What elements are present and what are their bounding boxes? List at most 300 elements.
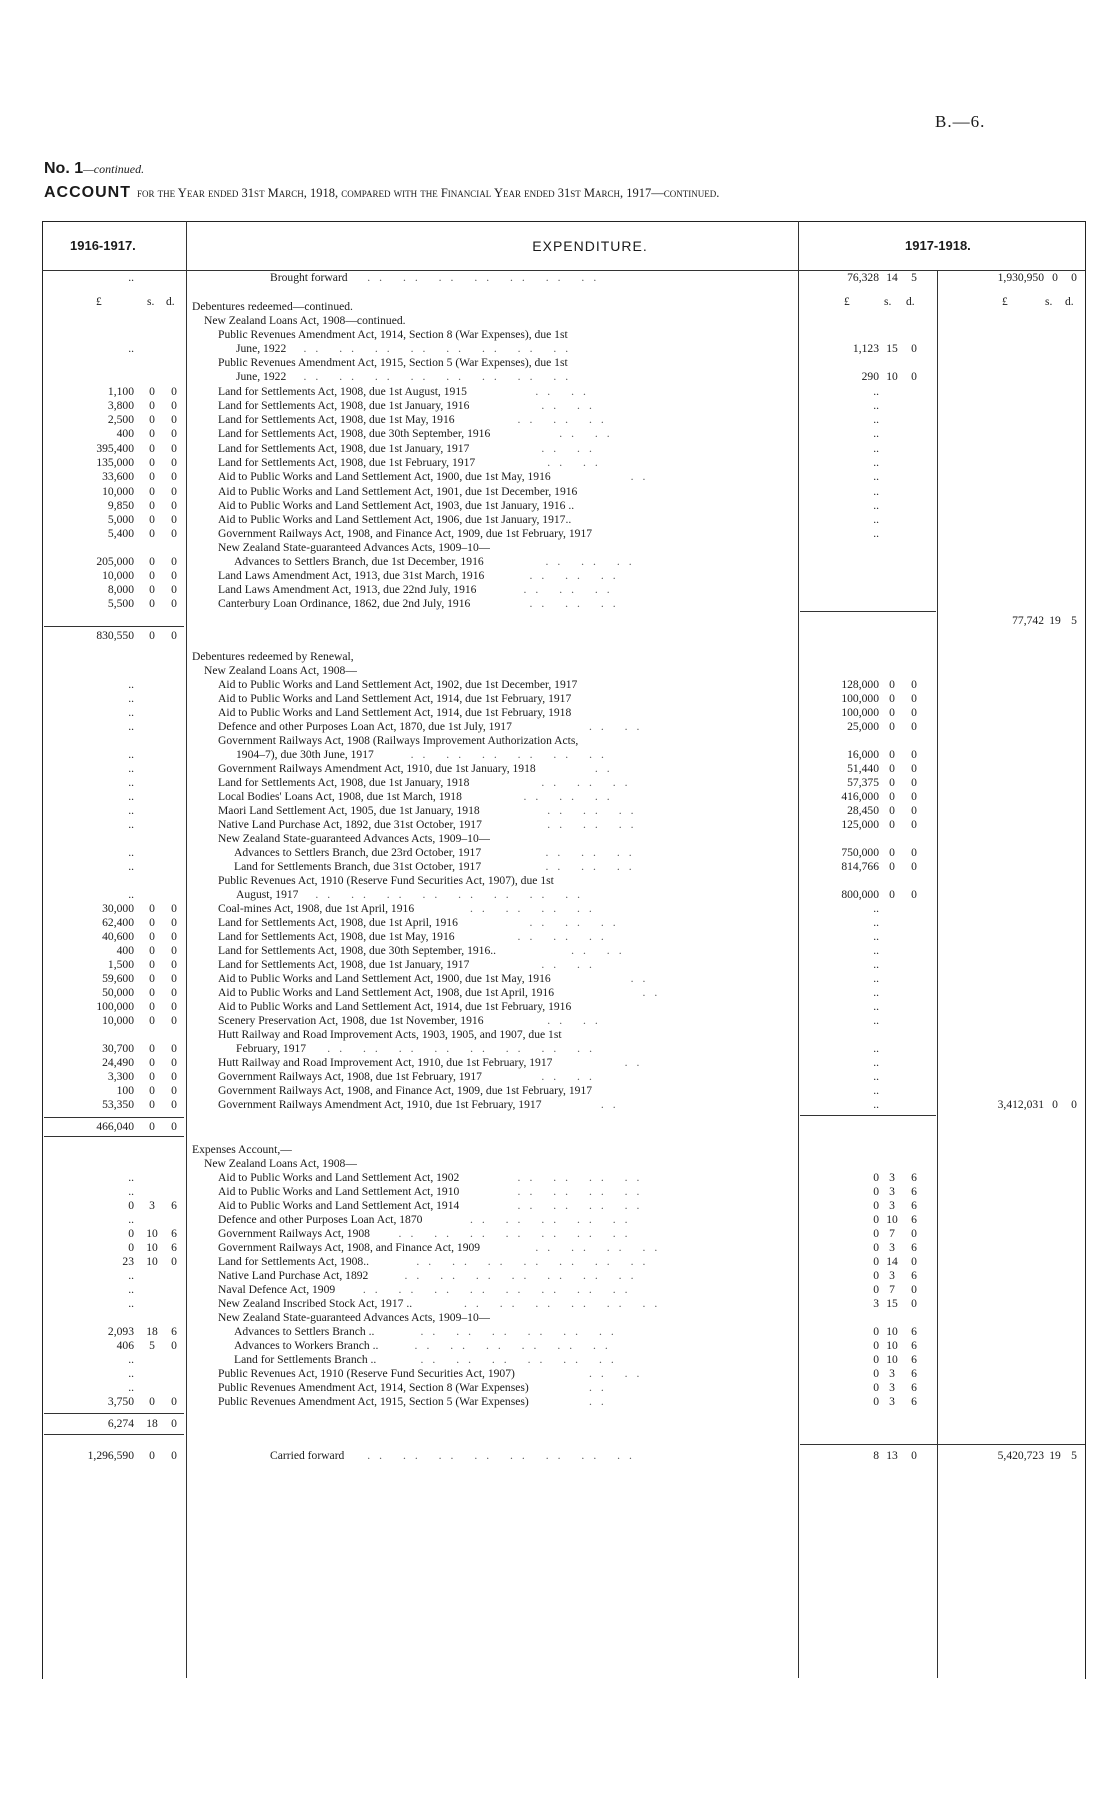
prior-year-pounds: 135,000 xyxy=(96,456,134,469)
prior-year-shillings: 0 xyxy=(149,1120,155,1133)
table-row xyxy=(42,775,1084,790)
prior-year-pounds: 100,000 xyxy=(96,1000,134,1013)
prior-year-pounds: 10,000 xyxy=(102,1014,134,1027)
prior-year-pounds: .. xyxy=(128,1269,134,1282)
prior-year-pounds: 5,400 xyxy=(107,527,134,540)
item-description: Aid to Public Works and Land Settlement Act, 1902, due 1st December, 1917 xyxy=(218,678,578,691)
detail-pounds: .. xyxy=(873,916,879,929)
item-description: Aid to Public Works and Land Settlement Act, 1901, due 1st December, 1916 xyxy=(218,485,578,498)
detail-shillings: 3 xyxy=(889,1241,895,1254)
detail-pence: 0 xyxy=(911,678,917,691)
table-row xyxy=(42,540,1084,555)
table-row xyxy=(42,845,1084,860)
item-description: Public Revenues Amendment Act, 1914, Section 8 (War Expenses), due 1st xyxy=(218,328,568,341)
prior-year-pounds: .. xyxy=(128,692,134,705)
detail-shillings: 7 xyxy=(889,1227,895,1240)
detail-pence: 6 xyxy=(911,1241,917,1254)
item-description: Land for Settlements Act, 1908, due 1st April, 1916 xyxy=(218,916,458,929)
item-description: Scenery Preservation Act, 1908, due 1st November, 1916 xyxy=(218,1014,484,1027)
prior-year-pence: 6 xyxy=(171,1241,177,1254)
total-pence: 0 xyxy=(1071,271,1077,284)
detail-pence: 0 xyxy=(911,790,917,803)
item-description: Land for Settlements Act, 1908, due 1st January, 1917 xyxy=(218,442,470,455)
detail-shillings: 0 xyxy=(889,790,895,803)
item-description: Land Laws Amendment Act, 1913, due 31st March, 1916 xyxy=(218,569,485,582)
table-row xyxy=(42,1352,1084,1367)
leader-dots: .. .. .. .. .. .. xyxy=(420,1325,623,1338)
table-row xyxy=(42,341,1084,356)
table-row xyxy=(42,628,1084,643)
detail-pounds: .. xyxy=(873,902,879,915)
table-row xyxy=(42,313,1084,328)
detail-pence: 0 xyxy=(911,762,917,775)
detail-pounds: .. xyxy=(873,513,879,526)
prior-year-pounds: .. xyxy=(128,776,134,789)
table-row xyxy=(42,398,1084,413)
detail-pounds: .. xyxy=(873,986,879,999)
detail-pounds: .. xyxy=(873,1098,879,1111)
detail-shillings: 0 xyxy=(889,804,895,817)
unit-pound-detail: £ xyxy=(844,296,850,308)
prior-year-shillings: 3 xyxy=(149,1199,155,1212)
item-description: Carried forward xyxy=(270,1449,345,1462)
prior-year-pounds: 62,400 xyxy=(102,916,134,929)
prior-year-pence: 0 xyxy=(171,1000,177,1013)
table-row xyxy=(42,747,1084,762)
detail-pounds: .. xyxy=(873,527,879,540)
item-description: Public Revenues Act, 1910 (Reserve Fund Securities Act, 1907) xyxy=(218,1367,515,1380)
item-description: New Zealand Loans Act, 1908— xyxy=(204,1157,357,1170)
item-description: August, 1917 xyxy=(236,888,299,901)
detail-shillings: 10 xyxy=(886,1339,898,1352)
item-description: Hutt Railway and Road Improvement Acts, 1903, 1905, and 1907, due 1st xyxy=(218,1028,562,1041)
prior-year-pounds: 0 xyxy=(128,1199,134,1212)
leader-dots: .. .. .. .. .. .. .. .. xyxy=(315,888,590,901)
leader-dots: .. .. .. .. .. .. .. xyxy=(367,271,606,284)
table-row xyxy=(42,929,1084,944)
leader-dots: .. .. .. xyxy=(547,804,643,817)
leader-dots: .. .. .. xyxy=(517,413,613,426)
total-pounds: 5,420,723 xyxy=(997,1449,1044,1462)
detail-pounds: 0 xyxy=(873,1325,879,1338)
table-row xyxy=(42,677,1084,692)
table-row xyxy=(42,426,1084,441)
prior-year-pence: 0 xyxy=(171,597,177,610)
leader-dots: .. .. .. xyxy=(547,818,643,831)
detail-pounds: .. xyxy=(873,972,879,985)
table-row xyxy=(42,512,1084,527)
detail-shillings: 0 xyxy=(889,762,895,775)
prior-year-shillings: 0 xyxy=(149,442,155,455)
item-description: Government Railways Act, 1908 (Railways Improvement Authorization Acts, xyxy=(218,734,579,747)
item-description: New Zealand State-guaranteed Advances Acts, 1909–10— xyxy=(218,832,491,845)
detail-pounds: 100,000 xyxy=(841,692,879,705)
table-row xyxy=(42,957,1084,972)
prior-year-pence: 0 xyxy=(171,1098,177,1111)
item-description: Government Railways Amendment Act, 1910, due 1st February, 1917 xyxy=(218,1098,542,1111)
item-description: Canterbury Loan Ordinance, 1862, due 2nd July, 1916 xyxy=(218,597,471,610)
item-description: Land Laws Amendment Act, 1913, due 22nd July, 1916 xyxy=(218,583,477,596)
prior-year-pounds: .. xyxy=(128,1367,134,1380)
prior-year-pounds: .. xyxy=(128,860,134,873)
detail-pounds: 0 xyxy=(873,1283,879,1296)
detail-pence: 6 xyxy=(911,1381,917,1394)
leader-dots: .. .. .. xyxy=(545,555,641,568)
detail-pence: 0 xyxy=(911,1227,917,1240)
prior-year-pence: 0 xyxy=(171,399,177,412)
prior-year-shillings: 0 xyxy=(149,902,155,915)
table-row xyxy=(42,1055,1084,1070)
detail-pounds: 8 xyxy=(873,1449,879,1462)
table-row xyxy=(42,412,1084,427)
leader-dots: .. .. xyxy=(541,442,601,455)
detail-pounds: 800,000 xyxy=(841,888,879,901)
prior-year-pounds: .. xyxy=(128,846,134,859)
leader-dots: .. .. .. .. .. .. .. .. xyxy=(367,1449,641,1462)
leader-dots: .. xyxy=(588,1381,613,1394)
prior-year-shillings: 0 xyxy=(149,930,155,943)
prior-year-shillings: 10 xyxy=(146,1227,158,1240)
prior-year-shillings: 18 xyxy=(146,1325,158,1338)
prior-year-pounds: .. xyxy=(128,1283,134,1296)
table-row xyxy=(42,369,1084,384)
detail-pounds: 0 xyxy=(873,1171,879,1184)
detail-pounds: 416,000 xyxy=(841,790,879,803)
table-row xyxy=(42,526,1084,541)
table-row xyxy=(42,859,1084,874)
prior-year-shillings: 0 xyxy=(149,1098,155,1111)
table-row xyxy=(42,733,1084,748)
prior-year-shillings: 0 xyxy=(149,499,155,512)
detail-pounds: 814,766 xyxy=(841,860,879,873)
detail-shillings: 15 xyxy=(886,1297,898,1310)
prior-year-pence: 0 xyxy=(171,583,177,596)
table-row xyxy=(42,1027,1084,1042)
leader-dots: .. .. .. .. xyxy=(517,1199,649,1212)
table-row xyxy=(42,1394,1084,1409)
table-row xyxy=(42,1041,1084,1056)
detail-pence: 6 xyxy=(911,1395,917,1408)
detail-shillings: 10 xyxy=(886,370,898,383)
detail-shillings: 0 xyxy=(889,846,895,859)
table-row xyxy=(42,915,1084,930)
unit-pence-prior: d. xyxy=(166,296,175,308)
item-description: Expenses Account,— xyxy=(192,1143,292,1156)
detail-pence: 6 xyxy=(911,1367,917,1380)
table-row xyxy=(42,1226,1084,1241)
account-subtitle: for the Year ended 31st March, 1918, compared with the Financial Year ended 31st March, 1917—continued. xyxy=(137,186,720,200)
table-row xyxy=(42,568,1084,583)
detail-shillings: 0 xyxy=(889,720,895,733)
prior-year-pounds: 830,550 xyxy=(96,629,134,642)
subtotal-rule-prior-2b xyxy=(44,1136,184,1137)
leader-dots: .. .. .. xyxy=(517,930,613,943)
leader-dots: .. .. xyxy=(541,958,601,971)
prior-year-shillings: 18 xyxy=(146,1417,158,1430)
prior-year-shillings: 0 xyxy=(149,916,155,929)
table-row xyxy=(42,1366,1084,1381)
item-description: Government Railways Act, 1908, and Finance Act, 1909 xyxy=(218,1241,481,1254)
leader-dots: .. .. .. xyxy=(529,597,625,610)
table-row xyxy=(42,613,1084,628)
detail-shillings: 3 xyxy=(889,1269,895,1282)
table-row xyxy=(42,554,1084,569)
prior-year-pounds: 466,040 xyxy=(96,1120,134,1133)
item-description: Advances to Settlers Branch, due 23rd October, 1917 xyxy=(234,846,482,859)
prior-year-pounds: .. xyxy=(128,804,134,817)
prior-year-shillings: 0 xyxy=(149,485,155,498)
prior-year-pounds: 6,274 xyxy=(107,1417,134,1430)
prior-year-pounds: 406 xyxy=(116,1339,134,1352)
prior-year-pence: 0 xyxy=(171,413,177,426)
prior-year-pence: 6 xyxy=(171,1199,177,1212)
prior-year-pence: 0 xyxy=(171,427,177,440)
item-description: New Zealand Loans Act, 1908—continued. xyxy=(204,314,406,327)
prior-year-pounds: 400 xyxy=(116,427,134,440)
prior-year-pence: 0 xyxy=(171,944,177,957)
item-description: Debentures redeemed by Renewal, xyxy=(192,650,354,663)
table-number xyxy=(44,160,144,178)
leader-dots: .. .. .. .. .. .. xyxy=(420,1353,623,1366)
total-shillings: 0 xyxy=(1052,271,1058,284)
table-row xyxy=(42,971,1084,986)
prior-year-pence: 0 xyxy=(171,1120,177,1133)
prior-year-shillings: 0 xyxy=(149,1000,155,1013)
total-pence: 0 xyxy=(1071,1098,1077,1111)
prior-year-pounds: 8,000 xyxy=(107,583,134,596)
detail-pence: 0 xyxy=(911,860,917,873)
item-description: Aid to Public Works and Land Settlement Act, 1900, due 1st May, 1916 xyxy=(218,470,551,483)
prior-year-shillings: 0 xyxy=(149,569,155,582)
detail-shillings: 10 xyxy=(886,1325,898,1338)
item-description: Land for Settlements Act, 1908, due 1st May, 1916 xyxy=(218,930,455,943)
prior-year-pence: 0 xyxy=(171,930,177,943)
leader-dots: .. .. .. .. .. .. .. xyxy=(398,1227,637,1240)
item-description: Land for Settlements Branch, due 31st October, 1917 xyxy=(234,860,482,873)
table-row xyxy=(42,1013,1084,1028)
detail-shillings: 3 xyxy=(889,1395,895,1408)
detail-pounds: 0 xyxy=(873,1339,879,1352)
detail-pounds: .. xyxy=(873,456,879,469)
prior-year-pounds: 30,000 xyxy=(102,902,134,915)
table-row xyxy=(42,299,1084,314)
item-description: Maori Land Settlement Act, 1905, due 1st January, 1918 xyxy=(218,804,480,817)
prior-year-shillings: 0 xyxy=(149,583,155,596)
item-description: Government Railways Amendment Act, 1910, due 1st January, 1918 xyxy=(218,762,536,775)
detail-pounds: 100,000 xyxy=(841,706,879,719)
item-description: Government Railways Act, 1908 xyxy=(218,1227,370,1240)
prior-year-pence: 0 xyxy=(171,1395,177,1408)
detail-pence: 0 xyxy=(911,342,917,355)
total-pence: 5 xyxy=(1071,614,1077,627)
total-pounds: 77,742 xyxy=(1012,614,1044,627)
column-heading-1916-1917: 1916-1917. xyxy=(70,238,136,253)
prior-year-pounds: 3,300 xyxy=(107,1070,134,1083)
column-heading-1917-1918: 1917-1918. xyxy=(905,238,971,253)
total-pounds: 3,412,031 xyxy=(997,1098,1044,1111)
leader-dots: .. .. .. xyxy=(523,583,619,596)
prior-year-shillings: 0 xyxy=(149,629,155,642)
prior-year-shillings: 0 xyxy=(149,1014,155,1027)
prior-year-shillings: 0 xyxy=(149,944,155,957)
prior-year-pounds: 1,100 xyxy=(107,385,134,398)
item-description: Land for Settlements Act, 1908, due 1st August, 1915 xyxy=(218,385,467,398)
prior-year-pence: 0 xyxy=(171,1056,177,1069)
table-row xyxy=(42,789,1084,804)
prior-year-shillings: 0 xyxy=(149,385,155,398)
prior-year-shillings: 0 xyxy=(149,1056,155,1069)
leader-dots: .. .. .. .. .. .. .. .. xyxy=(327,1042,601,1055)
leader-dots: .. .. .. xyxy=(541,776,637,789)
leader-dots: .. .. .. .. .. xyxy=(469,1213,637,1226)
detail-pounds: 1,123 xyxy=(852,342,879,355)
prior-year-shillings: 0 xyxy=(149,986,155,999)
detail-pence: 0 xyxy=(911,888,917,901)
detail-pence: 0 xyxy=(911,1255,917,1268)
table-row xyxy=(42,873,1084,888)
table-row xyxy=(42,1338,1084,1353)
leader-dots: .. .. xyxy=(535,385,595,398)
table-row xyxy=(42,1069,1084,1084)
prior-year-pounds: .. xyxy=(128,678,134,691)
item-description: June, 1922 xyxy=(236,342,287,355)
table-number-label: No. 1 xyxy=(44,160,84,177)
prior-year-pounds: .. xyxy=(128,818,134,831)
detail-pounds: 750,000 xyxy=(841,846,879,859)
prior-year-pounds: 10,000 xyxy=(102,485,134,498)
detail-shillings: 0 xyxy=(889,748,895,761)
leader-dots: .. xyxy=(588,1395,613,1408)
item-description: Advances to Settlers Branch, due 1st December, 1916 xyxy=(234,555,484,568)
leader-dots: .. .. xyxy=(541,399,601,412)
detail-pence: 0 xyxy=(911,1449,917,1462)
table-row xyxy=(42,1324,1084,1339)
item-description: Aid to Public Works and Land Settlement Act, 1914, due 1st February, 1918 xyxy=(218,706,572,719)
detail-pounds: 0 xyxy=(873,1269,879,1282)
unit-shillings-total: s. xyxy=(1045,296,1053,308)
leader-dots: .. .. .. .. .. .. xyxy=(410,748,613,761)
detail-pounds: .. xyxy=(873,1056,879,1069)
table-row xyxy=(42,999,1084,1014)
prior-year-pence: 0 xyxy=(171,513,177,526)
prior-year-pounds: 5,500 xyxy=(107,597,134,610)
table-row xyxy=(42,1119,1084,1134)
prior-year-pounds: .. xyxy=(128,1353,134,1366)
detail-pence: 0 xyxy=(911,804,917,817)
table-row xyxy=(42,705,1084,720)
item-description: New Zealand State-guaranteed Advances Acts, 1909–10— xyxy=(218,1311,491,1324)
prior-year-shillings: 0 xyxy=(149,1449,155,1462)
prior-year-pounds: 100 xyxy=(116,1084,134,1097)
detail-shillings: 0 xyxy=(889,706,895,719)
leader-dots: .. .. .. .. xyxy=(517,1185,649,1198)
leader-dots: .. .. xyxy=(571,944,631,957)
detail-shillings: 0 xyxy=(889,860,895,873)
prior-year-shillings: 0 xyxy=(149,597,155,610)
detail-pence: 0 xyxy=(911,692,917,705)
prior-year-shillings: 0 xyxy=(149,527,155,540)
item-description: Land for Settlements Act, 1908, due 1st January, 1917 xyxy=(218,958,470,971)
item-description: Public Revenues Amendment Act, 1915, Section 5 (War Expenses) xyxy=(218,1395,529,1408)
prior-year-pence: 6 xyxy=(171,1325,177,1338)
prior-year-pounds: 0 xyxy=(128,1227,134,1240)
detail-pounds: .. xyxy=(873,442,879,455)
prior-year-pounds: 3,750 xyxy=(107,1395,134,1408)
table-row xyxy=(42,270,1084,285)
detail-shillings: 3 xyxy=(889,1381,895,1394)
unit-pound-prior: £ xyxy=(96,296,102,308)
prior-year-pounds: .. xyxy=(128,1213,134,1226)
table-row xyxy=(42,719,1084,734)
table-row xyxy=(42,1416,1084,1431)
leader-dots: .. xyxy=(594,762,619,775)
leader-dots: .. .. .. .. xyxy=(535,1241,667,1254)
table-row xyxy=(42,455,1084,470)
detail-shillings: 10 xyxy=(886,1213,898,1226)
leader-dots: .. .. .. xyxy=(523,790,619,803)
detail-pounds: .. xyxy=(873,1070,879,1083)
detail-pence: 0 xyxy=(911,1283,917,1296)
item-description: Land for Settlements Act, 1908, due 30th September, 1916 xyxy=(218,427,491,440)
prior-year-pence: 0 xyxy=(171,442,177,455)
leader-dots: .. .. xyxy=(588,1367,649,1380)
item-description: Land for Settlements Act, 1908, due 1st May, 1916 xyxy=(218,413,455,426)
unit-pence-detail: d. xyxy=(906,296,915,308)
leader-dots: .. .. .. .. .. .. .. xyxy=(416,1255,655,1268)
total-shillings: 19 xyxy=(1049,614,1061,627)
prior-year-pounds: 24,490 xyxy=(102,1056,134,1069)
prior-year-pence: 0 xyxy=(171,385,177,398)
detail-pounds: .. xyxy=(873,485,879,498)
unit-pence-total: d. xyxy=(1065,296,1074,308)
detail-pounds: 0 xyxy=(873,1381,879,1394)
detail-pounds: 0 xyxy=(873,1227,879,1240)
detail-pounds: 0 xyxy=(873,1255,879,1268)
prior-year-shillings: 0 xyxy=(149,456,155,469)
leader-dots: .. .. xyxy=(547,1014,607,1027)
detail-shillings: 3 xyxy=(889,1185,895,1198)
table-row xyxy=(42,901,1084,916)
prior-year-pounds: .. xyxy=(128,748,134,761)
prior-year-pounds: 50,000 xyxy=(102,986,134,999)
detail-shillings: 0 xyxy=(889,818,895,831)
table-row xyxy=(42,441,1084,456)
item-description: Native Land Purchase Act, 1892, due 31st October, 1917 xyxy=(218,818,482,831)
prior-year-pounds: 30,700 xyxy=(102,1042,134,1055)
prior-year-pounds: .. xyxy=(128,790,134,803)
item-description: Public Revenues Amendment Act, 1915, Section 5 (War Expenses), due 1st xyxy=(218,356,568,369)
table-row xyxy=(42,1156,1084,1171)
detail-shillings: 3 xyxy=(889,1199,895,1212)
subtotal-rule-prior-3b xyxy=(44,1434,184,1435)
prior-year-pounds: 2,500 xyxy=(107,413,134,426)
detail-pounds: 0 xyxy=(873,1367,879,1380)
prior-year-pence: 0 xyxy=(171,470,177,483)
leader-dots: .. .. .. xyxy=(529,569,625,582)
detail-shillings: 3 xyxy=(889,1367,895,1380)
prior-year-pence: 0 xyxy=(171,1255,177,1268)
prior-year-pounds: .. xyxy=(128,1185,134,1198)
table-row xyxy=(42,1296,1084,1311)
detail-pence: 0 xyxy=(911,776,917,789)
leader-dots: .. .. .. .. .. .. xyxy=(464,1297,667,1310)
item-description: Coal-mines Act, 1908, due 1st April, 1916 xyxy=(218,902,415,915)
prior-year-pounds: .. xyxy=(128,888,134,901)
item-description: Public Revenues Amendment Act, 1914, Section 8 (War Expenses) xyxy=(218,1381,529,1394)
detail-pounds: 25,000 xyxy=(847,720,879,733)
prior-year-pounds: 1,500 xyxy=(107,958,134,971)
detail-pence: 6 xyxy=(911,1199,917,1212)
